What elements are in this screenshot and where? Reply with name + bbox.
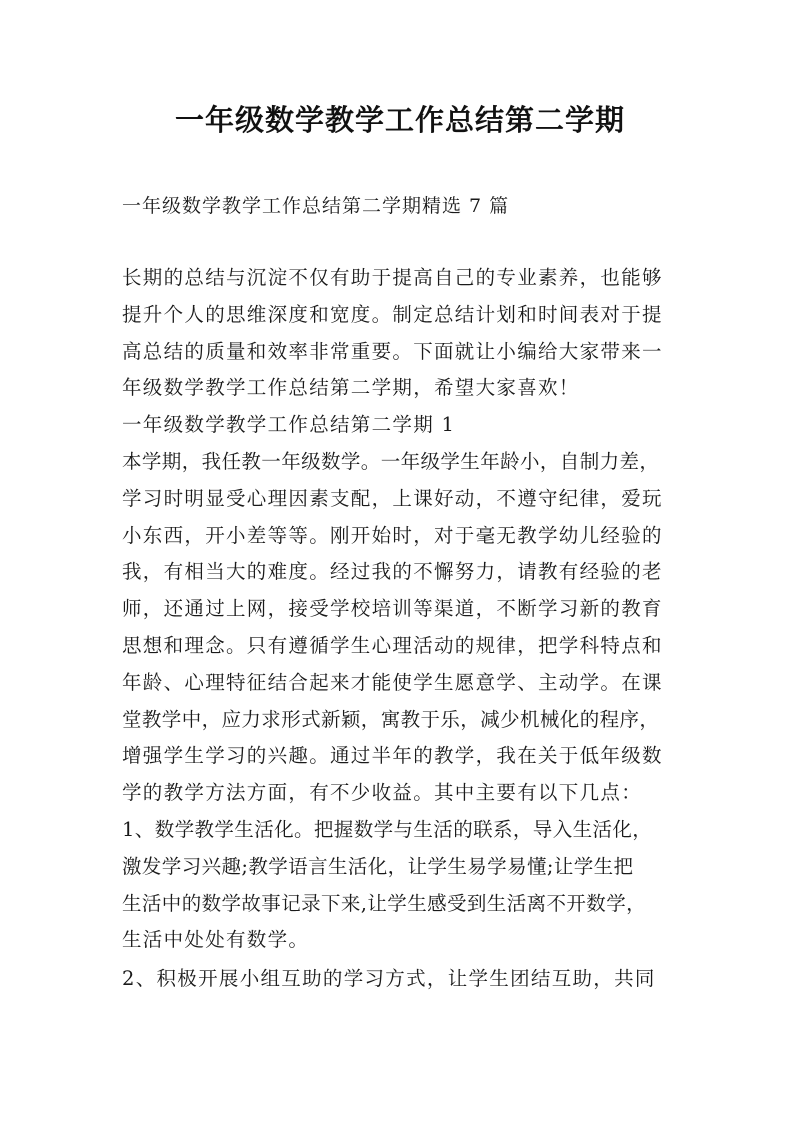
paragraph-line: 学习时明显受心理因素支配，上课好动，不遵守纪律，爱玩 <box>122 486 663 510</box>
list-item-line: 1、数学教学生活化。把握数学与生活的联系，导入生活化， <box>122 817 653 841</box>
document-title: 一年级数学教学工作总结第二学期 <box>174 103 625 137</box>
paragraph-line: 师，还通过上网，接受学校培训等渠道，不断学习新的教育 <box>122 597 663 621</box>
paragraph-line: 长期的总结与沉淀不仅有助于提高自己的专业素养，也能够 <box>122 266 663 289</box>
paragraph-line: 思想和理念。只有遵循学生心理活动的规律，把学科特点和 <box>122 633 663 657</box>
document-body <box>122 260 694 998</box>
paragraph-line: 本学期，我任教一年级数学。一年级学生年龄小，自制力差， <box>122 449 660 473</box>
paragraph-line: 堂教学中，应力求形式新颖，寓教于乐，减少机械化的程序， <box>122 707 660 731</box>
paragraph-line: 激发学习兴趣;教学语言生活化，让学生易学易懂;让学生把 <box>122 854 634 878</box>
paragraph-line: 提升个人的思维深度和宽度。制定总结计划和时间表对于提 <box>122 302 663 326</box>
paragraph-line: 高总结的质量和效率非常重要。下面就让小编给大家带来一 <box>122 339 663 363</box>
paragraph-line: 增强学生学习的兴趣。通过半年的教学，我在关于低年级数 <box>122 744 663 768</box>
paragraph-line: 年级数学教学工作总结第二学期，希望大家喜欢！ <box>122 376 580 400</box>
paragraph-line: 学的教学方法方面，有不少收益。其中主要有以下几点： <box>122 781 643 805</box>
document-subtitle: 一年级数学教学工作总结第二学期精选 7 篇 <box>122 195 510 217</box>
list-item-line: 2、积极开展小组互助的学习方式，让学生团结互助，共同 <box>122 967 656 991</box>
paragraph-line: 生活中的数学故事记录下来,让学生感受到生活离不开数学， <box>122 891 646 915</box>
paragraph-line: 我，有相当大的难度。经过我的不懈努力，请教有经验的老 <box>122 560 663 584</box>
paragraph-line: 小东西，开小差等等。刚开始时，对于毫无教学幼儿经验的 <box>122 523 663 547</box>
paragraph-line: 生活中处处有数学。 <box>122 928 310 952</box>
paragraph-line: 年龄、心理特征结合起来才能使学生愿意学、主动学。在课 <box>122 670 663 694</box>
section-heading: 一年级数学教学工作总结第二学期 1 <box>122 413 456 437</box>
